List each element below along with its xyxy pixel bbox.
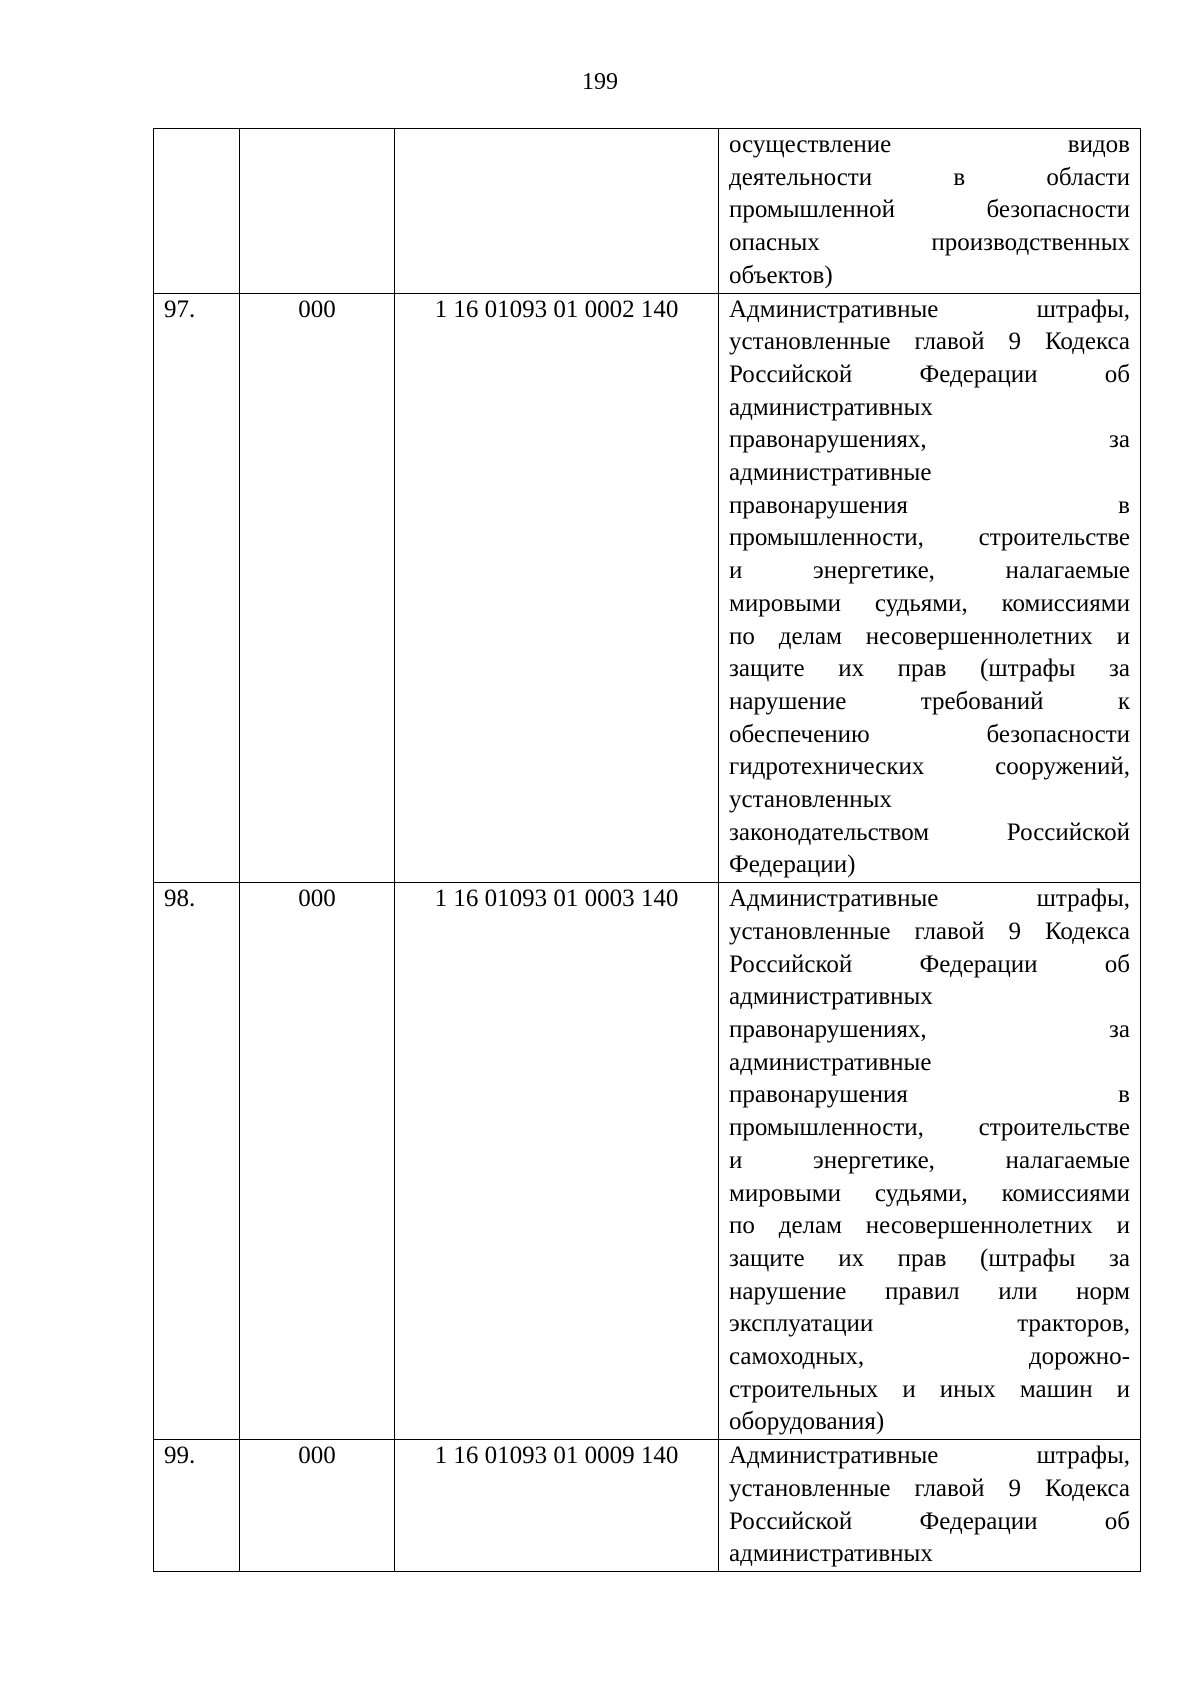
administrator-code-cell: [240, 129, 395, 294]
description-line: самоходных, дорожно-: [729, 1343, 1130, 1371]
description-line: установленные главой 9 Кодекса: [729, 1474, 1130, 1502]
revenue-code-cell: 1 16 01093 01 0003 140: [395, 883, 719, 1440]
budget-classification-table: [153, 128, 1141, 1572]
revenue-code-cell: 1 16 01093 01 0002 140: [395, 293, 719, 883]
description-line: по делам несовершеннолетних и: [729, 1212, 1130, 1240]
description-cell: [719, 883, 1141, 1440]
table-row: [154, 1440, 1141, 1572]
description-line: Российской Федерации об: [729, 950, 1130, 978]
row-number-cell: 98.: [154, 883, 240, 1440]
table-row: [154, 293, 1141, 883]
table-row: [154, 129, 1141, 294]
description-line: строительных и иных машин и: [729, 1375, 1130, 1403]
description-line: и энергетике, налагаемые: [729, 557, 1130, 585]
row-number-cell: [154, 129, 240, 294]
description-line: и энергетике, налагаемые: [729, 1146, 1130, 1174]
description-line: промышленности, строительстве: [729, 1114, 1130, 1142]
description-line: установленные главой 9 Кодекса: [729, 917, 1130, 945]
administrator-code-cell: 000: [240, 1440, 395, 1572]
description-line: правонарушениях, за: [729, 426, 1130, 454]
description-line: установленные главой 9 Кодекса: [729, 328, 1130, 356]
description-line: деятельности в области: [729, 163, 1130, 191]
description-line: промышленной безопасности: [729, 196, 1130, 224]
description-line: промышленности, строительстве: [729, 524, 1130, 552]
description-line: правонарушениях, за: [729, 1015, 1130, 1043]
revenue-code-cell: 1 16 01093 01 0009 140: [395, 1440, 719, 1572]
page-number: 199: [582, 69, 618, 95]
description-line: оборудования): [729, 1408, 885, 1436]
description-line: административные: [729, 1048, 932, 1076]
table-row: [154, 883, 1141, 1440]
description-line: Административные штрафы,: [729, 295, 1130, 323]
description-cell: [719, 293, 1141, 883]
description-line: объектов): [729, 261, 833, 289]
description-line: защите их прав (штрафы за: [729, 655, 1130, 683]
administrator-code-cell: 000: [240, 293, 395, 883]
description-line: нарушение требований к: [729, 687, 1130, 715]
description-line: законодательством Российской: [729, 818, 1130, 846]
description-line: административных: [729, 393, 933, 421]
description-line: установленных: [729, 786, 892, 814]
description-line: защите их прав (штрафы за: [729, 1244, 1130, 1272]
description-line: мировыми судьями, комиссиями: [729, 1179, 1130, 1207]
description-line: по делам несовершеннолетних и: [729, 622, 1130, 650]
description-line: Российской Федерации об: [729, 1507, 1130, 1535]
description-line: административные: [729, 459, 932, 487]
description-line: Федерации): [729, 851, 856, 879]
description-line: гидротехнических сооружений,: [729, 753, 1130, 781]
description-cell: [719, 129, 1141, 294]
description-line: Административные штрафы,: [729, 1442, 1130, 1470]
description-line: Российской Федерации об: [729, 360, 1130, 388]
description-line: осуществление видов: [729, 131, 1130, 158]
administrator-code-cell: 000: [240, 883, 395, 1440]
description-line: правонарушения в: [729, 491, 1130, 519]
description-line: правонарушения в: [729, 1081, 1130, 1109]
description-line: эксплуатации тракторов,: [729, 1310, 1130, 1338]
description-line: административных: [729, 983, 933, 1011]
row-number-cell: 97.: [154, 293, 240, 883]
revenue-code-cell: [395, 129, 719, 294]
row-number-cell: 99.: [154, 1440, 240, 1572]
description-line: мировыми судьями, комиссиями: [729, 589, 1130, 617]
description-cell: [719, 1440, 1141, 1572]
description-line: опасных производственных: [729, 229, 1130, 257]
table-body: [154, 129, 1141, 1572]
description-line: административных: [729, 1540, 933, 1568]
description-line: обеспечению безопасности: [729, 720, 1130, 748]
description-line: Административные штрафы,: [729, 885, 1130, 913]
description-line: нарушение правил или норм: [729, 1277, 1130, 1305]
